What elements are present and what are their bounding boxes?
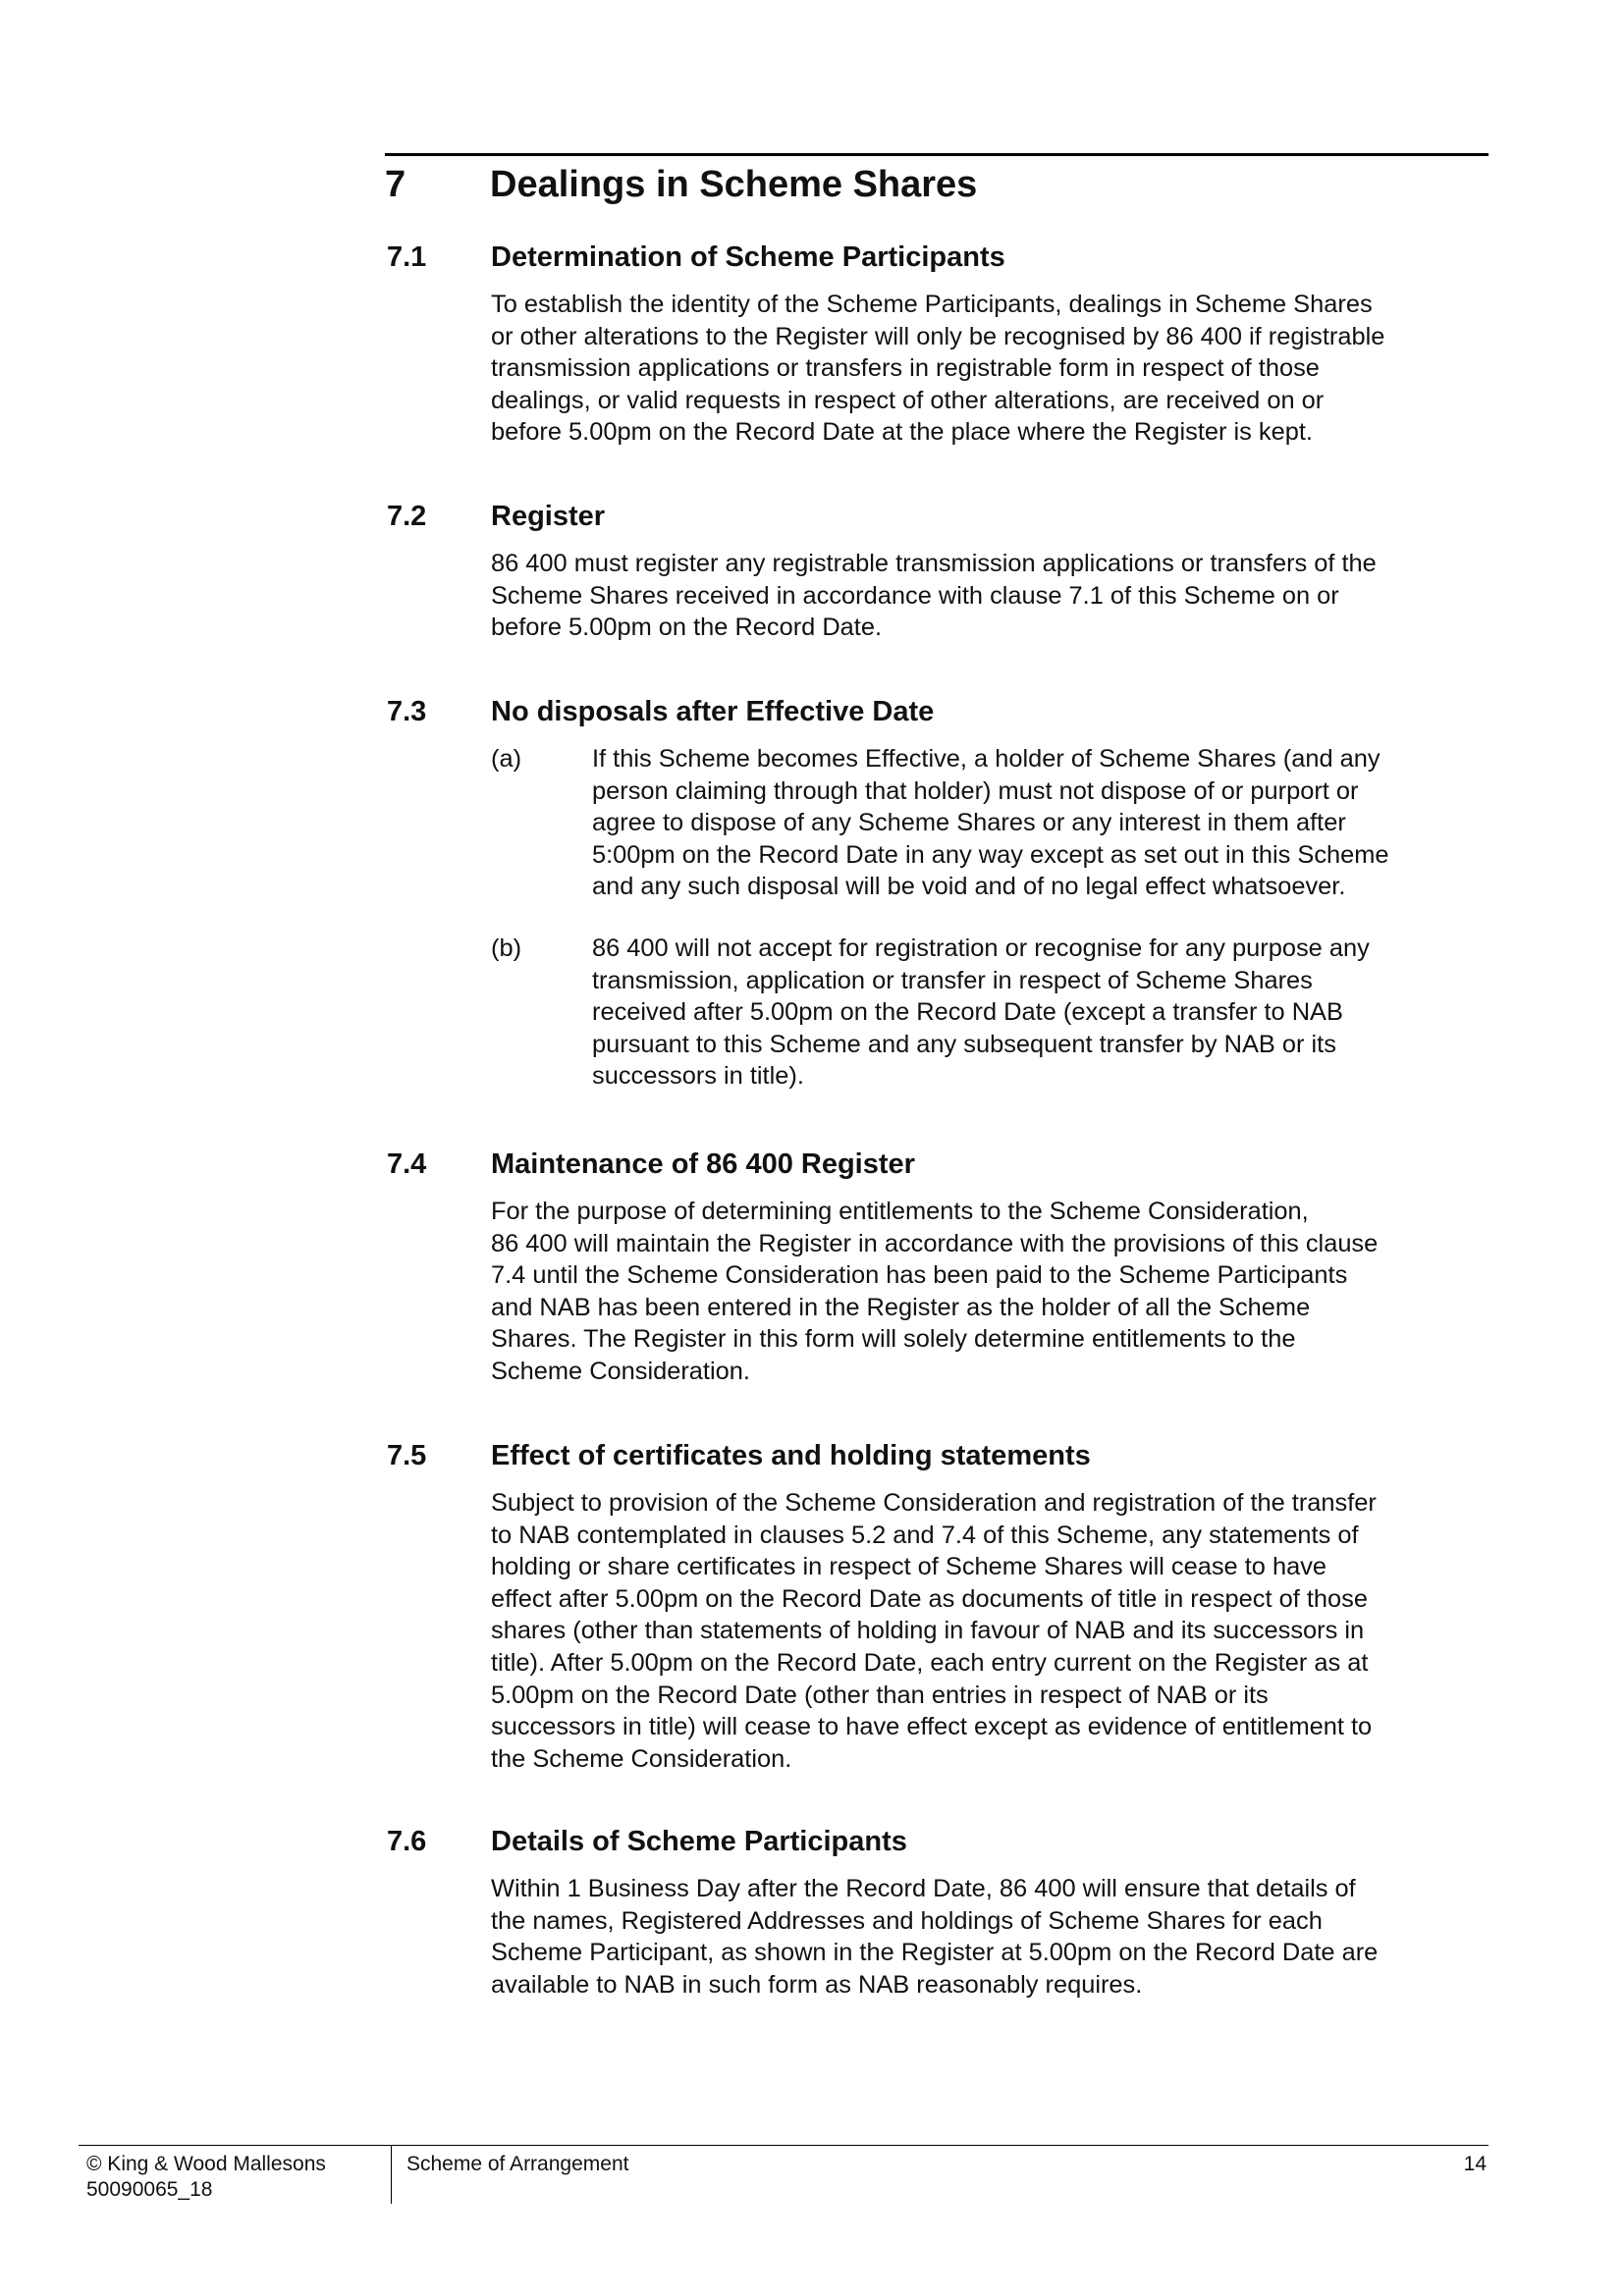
section-body: For the purpose of determining entitlements to the Scheme Consideration, 86 400 will maintain the Register in accordance with the provisions of this clause 7.4 until the Scheme Consideration has been paid to the Scheme Participants and NAB has been entered in the Register as the holder of all the Scheme Shares. The Register in this form will solely determine entitlements to the Scheme Consideration. [491, 1198, 1379, 1385]
section-heading [385, 1146, 1489, 1183]
section-number: 7.2 [387, 501, 427, 532]
list-item-a [491, 743, 1489, 903]
footer-left [86, 2152, 326, 2203]
section-7-1 [385, 239, 1489, 449]
list-item-text: If this Scheme becomes Effective, a holder of Scheme Shares (and any person claiming through that holder) must not dispose of or purport or agree to dispose of any Scheme Shares or any interest in them after 5:00pm on the Record Date in any way except as set out in this Scheme and any such disposal will be void and of no legal effect whatsoever. [592, 745, 1389, 901]
section-7-4 [385, 1146, 1489, 1388]
section-body: Within 1 Business Day after the Record Date, 86 400 will ensure that details of the names, Registered Addresses and holdings of Scheme Shares for each Scheme Participant, as shown in the Register at 5.00pm on the Record Date are available to NAB in such form as NAB reasonably requires. [491, 1875, 1379, 1999]
section-heading [385, 239, 1489, 276]
footer-rule [79, 2145, 1489, 2146]
section-7-3 [385, 693, 1489, 1093]
footer-copyright: © King & Wood Mallesons [86, 2153, 326, 2175]
clause-number: 7 [385, 164, 406, 205]
section-number: 7.4 [387, 1148, 427, 1180]
list-item-label: (a) [491, 745, 522, 773]
section-title: Maintenance of 86 400 Register [491, 1148, 915, 1180]
section-heading [385, 498, 1489, 535]
section-number: 7.1 [387, 241, 427, 273]
footer-title: Scheme of Arrangement [406, 2153, 629, 2175]
section-body: 86 400 must register any registrable transmission applications or transfers of the Scheme Shares received in accordance with clause 7.1 of this Scheme on or before 5.00pm on the Record Date. [491, 550, 1377, 642]
section-heading [385, 1823, 1489, 1860]
section-heading [385, 1437, 1489, 1474]
list-item-text: 86 400 will not accept for registration or recognise for any purpose any transmission, application or transfer in respect of Scheme Shares received after 5.00pm on the Record Date (except a transfer to NAB pursuant to this Scheme and any subsequent transfer by NAB or its successors in title). [592, 934, 1370, 1091]
list-item-label: (b) [491, 934, 522, 962]
list-item-b [491, 933, 1489, 1093]
page-number: 14 [1463, 2153, 1487, 2175]
section-title: Register [491, 501, 606, 532]
section-7-5 [385, 1437, 1489, 1775]
heading-rule [385, 153, 1489, 156]
section-7-6 [385, 1823, 1489, 2001]
footer-divider [391, 2145, 392, 2204]
section-body: Subject to provision of the Scheme Consideration and registration of the transfer to NAB contemplated in clauses 5.2 and 7.4 of this Scheme, any statements of holding or share certificates in respect of Scheme Shares will cease to have effect after 5.00pm on the Record Date as documents of title in respect of those shares (other than statements of holding in favour of NAB and its successors in title). After 5.00pm on the Record Date, each entry current on the Register as at 5.00pm on the Record Date (other than entries in respect of NAB or its successors in title) will cease to have effect except as evidence of entitlement to the Scheme Consideration. [491, 1489, 1377, 1773]
section-number: 7.3 [387, 696, 427, 727]
section-title: Determination of Scheme Participants [491, 241, 1005, 273]
section-title: Effect of certificates and holding statements [491, 1440, 1091, 1471]
section-title: Details of Scheme Participants [491, 1826, 907, 1857]
section-heading [385, 693, 1489, 730]
section-number: 7.5 [387, 1440, 427, 1471]
section-number: 7.6 [387, 1826, 427, 1857]
section-title: No disposals after Effective Date [491, 696, 935, 727]
section-body: To establish the identity of the Scheme Participants, dealings in Scheme Shares or other alterations to the Register will only be recognised by 86 400 if registrable transmission applications or transfers in registrable form in respect of those dealings, or valid requests in respect of other alterations, are received on or before 5.00pm on the Record Date at the place where the Register is kept. [491, 291, 1385, 447]
section-7-2 [385, 498, 1489, 644]
footer-doc-id: 50090065_18 [86, 2178, 213, 2201]
clause-title: Dealings in Scheme Shares [490, 164, 978, 205]
